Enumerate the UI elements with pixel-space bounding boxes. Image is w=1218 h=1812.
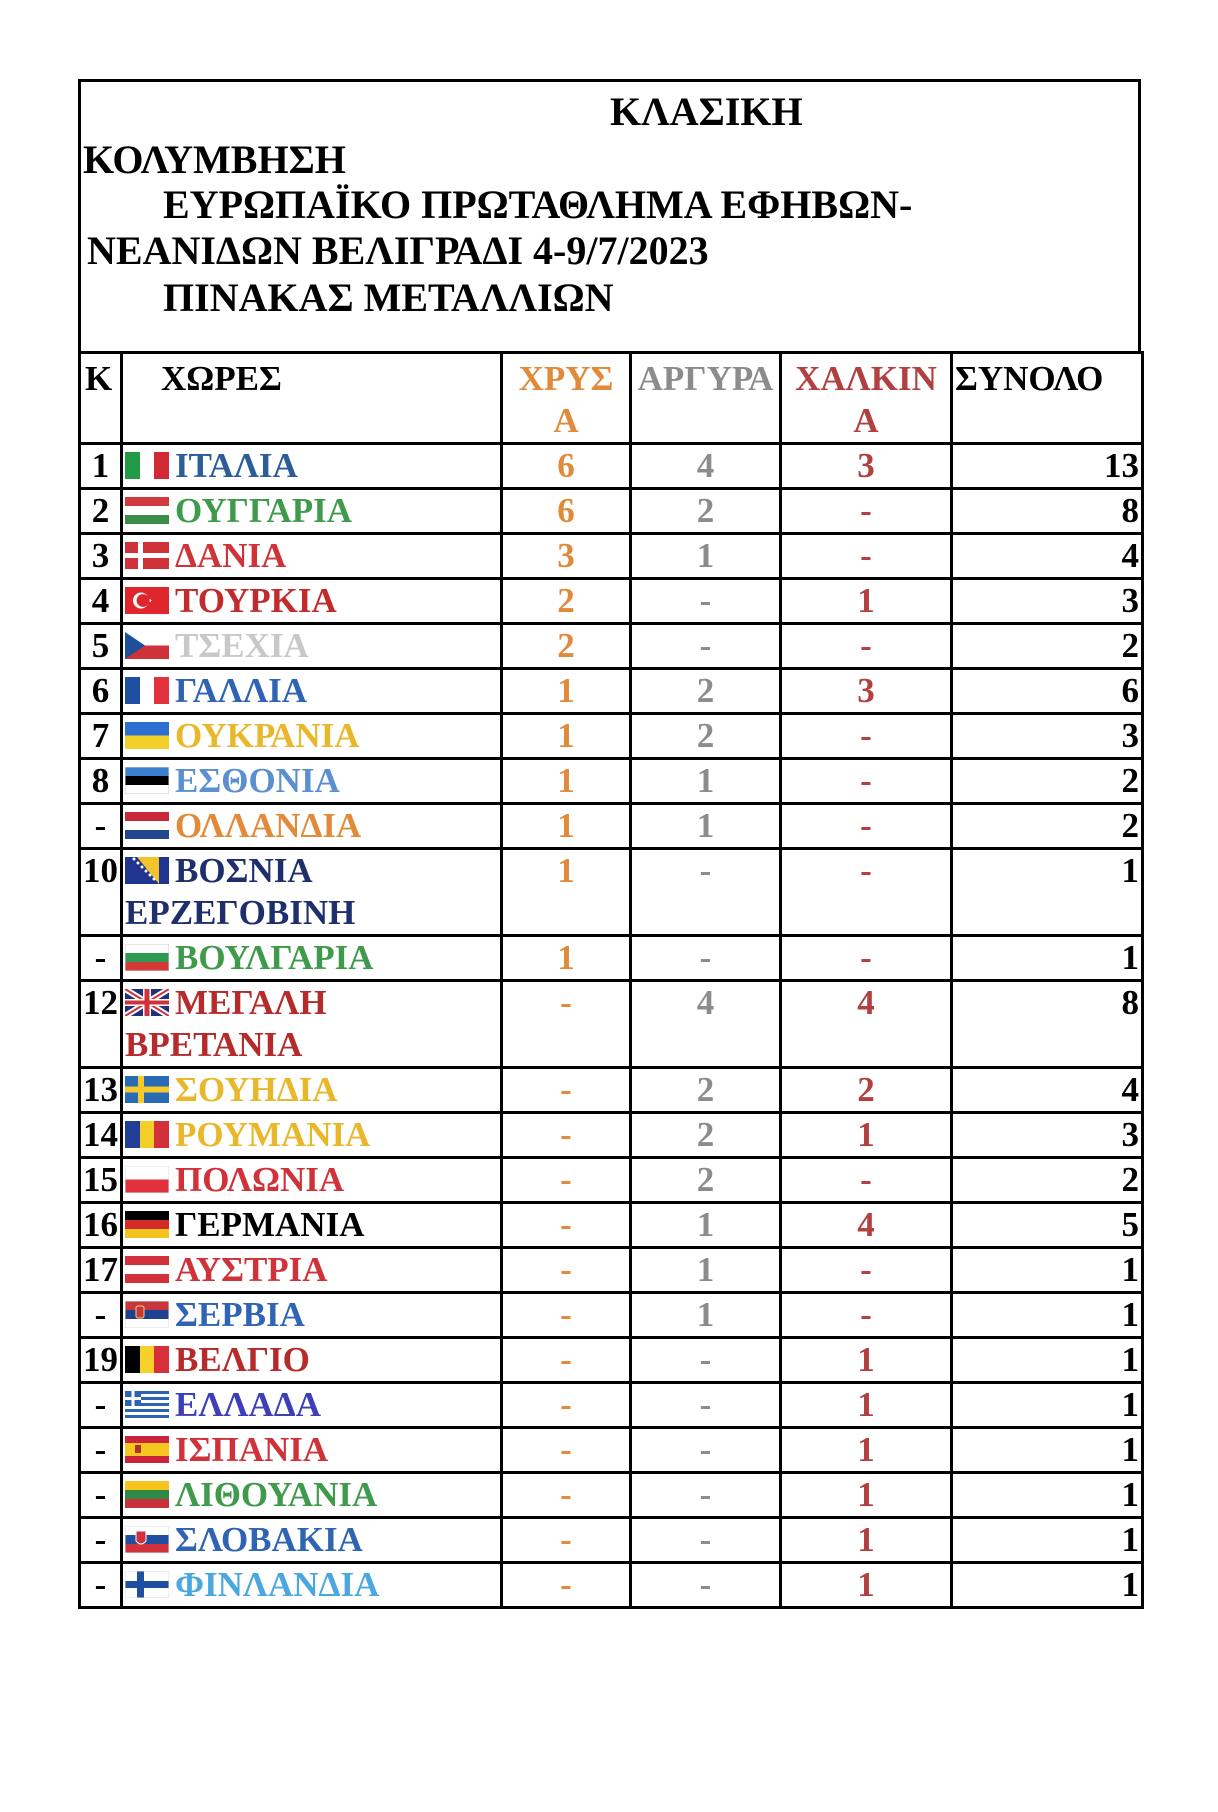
total-cell: 1 [952, 1248, 1143, 1293]
country-cell-spain [122, 1428, 502, 1473]
silver-cell: 1 [631, 1248, 781, 1293]
gold-cell: 2 [502, 579, 631, 624]
country-cell-slovakia [122, 1518, 502, 1563]
bronze-cell: - [781, 936, 952, 981]
sweden-flag [125, 1076, 169, 1103]
country-name: ΒΟΣΝΙΑ ΕΡΖΕΓΟΒΙΝΗ [125, 851, 356, 932]
country-name: ΜΕΓΑΛΗ ΒΡΕΤΑΝΙΑ [125, 983, 327, 1064]
bronze-cell: 1 [781, 1473, 952, 1518]
silver-cell: 1 [631, 534, 781, 579]
gold-cell: - [502, 1248, 631, 1293]
total-cell: 8 [952, 981, 1143, 1068]
country-cell-denmark [122, 534, 502, 579]
table-row [80, 1473, 1143, 1518]
total-cell: 1 [952, 849, 1143, 936]
serbia-flag [125, 1301, 169, 1328]
country-cell-bosnia [122, 849, 502, 936]
silver-cell: 1 [631, 804, 781, 849]
silver-cell: - [631, 1473, 781, 1518]
total-cell: 3 [952, 1113, 1143, 1158]
total-cell: 3 [952, 579, 1143, 624]
gold-cell: 1 [502, 669, 631, 714]
country-cell-turkey [122, 579, 502, 624]
country-name: ΓΕΡΜΑΝΙΑ [175, 1205, 365, 1244]
table-row [80, 1338, 1143, 1383]
gold-cell: - [502, 1068, 631, 1113]
gold-cell: - [502, 981, 631, 1068]
germany-flag [125, 1211, 169, 1238]
gold-cell: 6 [502, 444, 631, 489]
header-silver: ΑΡΓΥΡΑ [631, 353, 781, 444]
gold-cell: 2 [502, 624, 631, 669]
country-name: ΦΙΝΛΑΝΔΙΑ [175, 1565, 380, 1604]
rank-cell: 16 [80, 1203, 122, 1248]
rank-cell: - [80, 1473, 122, 1518]
bronze-cell: - [781, 489, 952, 534]
table-row [80, 1293, 1143, 1338]
country-name: ΙΣΠΑΝΙΑ [175, 1430, 329, 1469]
title-line-1: ΚΛΑΣΙΚΗ [610, 89, 803, 134]
rank-cell: 6 [80, 669, 122, 714]
table-row [80, 444, 1143, 489]
country-cell-uk [122, 981, 502, 1068]
total-cell: 2 [952, 804, 1143, 849]
estonia-flag [125, 767, 169, 794]
country-cell-belgium [122, 1338, 502, 1383]
title-line-4: ΝΕΑΝΙΔΩΝ ΒΕΛΙΓΡΑΔΙ 4-9/7/2023 [87, 228, 709, 273]
italy-flag [125, 452, 169, 479]
rank-cell: - [80, 804, 122, 849]
table-row [80, 579, 1143, 624]
gold-cell: - [502, 1338, 631, 1383]
gold-cell: 1 [502, 804, 631, 849]
finland-flag [125, 1571, 169, 1598]
rank-cell: 17 [80, 1248, 122, 1293]
bronze-cell: - [781, 534, 952, 579]
country-name: ΕΛΛΑΔΑ [175, 1385, 322, 1424]
country-cell-romania [122, 1113, 502, 1158]
header-rank: Κ [80, 353, 122, 444]
bronze-cell: 2 [781, 1068, 952, 1113]
romania-flag [125, 1121, 169, 1148]
rank-cell: 2 [80, 489, 122, 534]
table-row [80, 759, 1143, 804]
silver-cell: - [631, 579, 781, 624]
hungary-flag [125, 497, 169, 524]
country-name: ΠΟΛΩΝΙΑ [175, 1160, 345, 1199]
silver-cell: 2 [631, 714, 781, 759]
country-cell-estonia [122, 759, 502, 804]
table-row [80, 1203, 1143, 1248]
rank-cell: 4 [80, 579, 122, 624]
total-cell: 4 [952, 1068, 1143, 1113]
rank-cell: - [80, 1428, 122, 1473]
country-cell-bulgaria [122, 936, 502, 981]
bronze-cell: 1 [781, 579, 952, 624]
bronze-cell: 3 [781, 669, 952, 714]
rank-cell: - [80, 1383, 122, 1428]
silver-cell: 2 [631, 1113, 781, 1158]
bronze-cell: - [781, 624, 952, 669]
country-cell-austria [122, 1248, 502, 1293]
table-row [80, 1068, 1143, 1113]
gold-cell: - [502, 1293, 631, 1338]
total-cell: 1 [952, 1473, 1143, 1518]
bronze-cell: 1 [781, 1338, 952, 1383]
country-cell-hungary [122, 489, 502, 534]
total-cell: 4 [952, 534, 1143, 579]
title-block [78, 79, 1141, 351]
bronze-cell: - [781, 1248, 952, 1293]
silver-cell: 2 [631, 1068, 781, 1113]
bronze-cell: 1 [781, 1383, 952, 1428]
gold-cell: - [502, 1383, 631, 1428]
country-name: ΣΛΟΒΑΚΙΑ [175, 1520, 363, 1559]
bronze-cell: - [781, 759, 952, 804]
rank-cell: - [80, 1518, 122, 1563]
silver-cell: 1 [631, 1293, 781, 1338]
france-flag [125, 677, 169, 704]
table-row [80, 489, 1143, 534]
total-cell: 3 [952, 714, 1143, 759]
header-gold: ΧΡΥΣ Α [502, 353, 631, 444]
gold-cell: 1 [502, 936, 631, 981]
table-row [80, 1383, 1143, 1428]
gold-cell: 3 [502, 534, 631, 579]
country-name: ΓΑΛΛΙΑ [175, 671, 308, 710]
netherlands-flag [125, 812, 169, 839]
gold-cell: 1 [502, 759, 631, 804]
total-cell: 1 [952, 1338, 1143, 1383]
rank-cell: 5 [80, 624, 122, 669]
silver-cell: - [631, 936, 781, 981]
silver-cell: - [631, 849, 781, 936]
uk-flag [125, 989, 169, 1016]
rank-cell: 3 [80, 534, 122, 579]
country-cell-germany [122, 1203, 502, 1248]
gold-cell: 1 [502, 714, 631, 759]
rank-cell: 10 [80, 849, 122, 936]
total-cell: 13 [952, 444, 1143, 489]
rank-cell: 15 [80, 1158, 122, 1203]
greece-flag [125, 1391, 169, 1418]
total-cell: 2 [952, 624, 1143, 669]
total-cell: 1 [952, 1428, 1143, 1473]
silver-cell: 1 [631, 759, 781, 804]
table-row [80, 1248, 1143, 1293]
table-row [80, 1563, 1143, 1608]
country-cell-poland [122, 1158, 502, 1203]
rank-cell: 19 [80, 1338, 122, 1383]
bronze-cell: 4 [781, 1203, 952, 1248]
silver-cell: 2 [631, 669, 781, 714]
country-name: ΤΟΥΡΚΙΑ [175, 581, 337, 620]
total-cell: 1 [952, 1383, 1143, 1428]
total-cell: 1 [952, 1563, 1143, 1608]
silver-cell: - [631, 1563, 781, 1608]
table-row [80, 1158, 1143, 1203]
slovakia-flag [125, 1526, 169, 1553]
bronze-cell: 1 [781, 1518, 952, 1563]
silver-cell: 2 [631, 1158, 781, 1203]
table-row [80, 849, 1143, 936]
country-name: ΒΟΥΛΓΑΡΙΑ [175, 938, 374, 977]
silver-cell: - [631, 1428, 781, 1473]
table-row [80, 1428, 1143, 1473]
country-cell-lithuania [122, 1473, 502, 1518]
country-cell-serbia [122, 1293, 502, 1338]
denmark-flag [125, 542, 169, 569]
title-line-5: ΠΙΝΑΚΑΣ ΜΕΤΑΛΛΙΩΝ [163, 275, 614, 320]
rank-cell: 12 [80, 981, 122, 1068]
gold-cell: - [502, 1518, 631, 1563]
table-row [80, 624, 1143, 669]
country-name: ΡΟΥΜΑΝΙΑ [175, 1115, 371, 1154]
country-cell-italy [122, 444, 502, 489]
rank-cell: - [80, 1563, 122, 1608]
gold-cell: 6 [502, 489, 631, 534]
total-cell: 5 [952, 1203, 1143, 1248]
silver-cell: - [631, 1383, 781, 1428]
rank-cell: 8 [80, 759, 122, 804]
bronze-cell: - [781, 849, 952, 936]
austria-flag [125, 1256, 169, 1283]
country-name: ΙΤΑΛΙΑ [175, 446, 298, 485]
country-name: ΛΙΘΟΥΑΝΙΑ [175, 1475, 378, 1514]
bosnia-flag [125, 857, 169, 884]
total-cell: 1 [952, 936, 1143, 981]
rank-cell: 13 [80, 1068, 122, 1113]
gold-cell: - [502, 1158, 631, 1203]
total-cell: 6 [952, 669, 1143, 714]
bulgaria-flag [125, 944, 169, 971]
rank-cell: 14 [80, 1113, 122, 1158]
poland-flag [125, 1166, 169, 1193]
silver-cell: 1 [631, 1203, 781, 1248]
country-name: ΕΣΘΟΝΙΑ [175, 761, 340, 800]
medal-table-document [78, 79, 1141, 1609]
czechia-flag [125, 632, 169, 659]
gold-cell: - [502, 1113, 631, 1158]
total-cell: 1 [952, 1293, 1143, 1338]
table-row [80, 936, 1143, 981]
gold-cell: - [502, 1563, 631, 1608]
header-bronze: ΧΑΛΚΙΝ Α [781, 353, 952, 444]
country-name: ΟΥΚΡΑΝΙΑ [175, 716, 360, 755]
country-name: ΟΛΛΑΝΔΙΑ [175, 806, 362, 845]
gold-cell: - [502, 1428, 631, 1473]
bronze-cell: 1 [781, 1113, 952, 1158]
country-cell-czechia [122, 624, 502, 669]
medal-rows [80, 444, 1143, 1608]
header-row [80, 353, 1143, 444]
rank-cell: 1 [80, 444, 122, 489]
country-name: ΟΥΓΓΑΡΙΑ [175, 491, 353, 530]
silver-cell: 2 [631, 489, 781, 534]
table-row [80, 714, 1143, 759]
country-name: ΒΕΛΓΙΟ [175, 1340, 310, 1379]
total-cell: 2 [952, 1158, 1143, 1203]
rank-cell: - [80, 936, 122, 981]
country-name: ΣΕΡΒΙΑ [175, 1295, 305, 1334]
total-cell: 2 [952, 759, 1143, 804]
bronze-cell: 3 [781, 444, 952, 489]
gold-cell: 1 [502, 849, 631, 936]
silver-cell: - [631, 1518, 781, 1563]
country-name: ΣΟΥΗΔΙΑ [175, 1070, 338, 1109]
bronze-cell: - [781, 1293, 952, 1338]
table-row [80, 534, 1143, 579]
bronze-cell: - [781, 804, 952, 849]
title-line-2: ΚΟΛΥΜΒΗΣΗ [83, 137, 346, 182]
turkey-flag [125, 587, 169, 614]
rank-cell: - [80, 1293, 122, 1338]
bronze-cell: 1 [781, 1563, 952, 1608]
table-row [80, 804, 1143, 849]
country-name: ΤΣΕΧΙΑ [175, 626, 309, 665]
belgium-flag [125, 1346, 169, 1373]
country-cell-greece [122, 1383, 502, 1428]
gold-cell: - [502, 1473, 631, 1518]
bronze-cell: - [781, 714, 952, 759]
medal-table [78, 351, 1144, 1609]
total-cell: 1 [952, 1518, 1143, 1563]
country-cell-france [122, 669, 502, 714]
ukraine-flag [125, 722, 169, 749]
spain-flag [125, 1436, 169, 1463]
silver-cell: 4 [631, 444, 781, 489]
table-row [80, 1113, 1143, 1158]
silver-cell: 4 [631, 981, 781, 1068]
bronze-cell: 1 [781, 1428, 952, 1473]
title-line-3: ΕΥΡΩΠΑΪΚΟ ΠΡΩΤΑΘΛΗΜΑ ΕΦΗΒΩΝ- [163, 182, 913, 227]
country-name: ΔΑΝΙΑ [175, 536, 287, 575]
rank-cell: 7 [80, 714, 122, 759]
header-country: ΧΩΡΕΣ [122, 353, 502, 444]
lithuania-flag [125, 1481, 169, 1508]
silver-cell: - [631, 624, 781, 669]
bronze-cell: - [781, 1158, 952, 1203]
country-cell-sweden [122, 1068, 502, 1113]
silver-cell: - [631, 1338, 781, 1383]
bronze-cell: 4 [781, 981, 952, 1068]
header-total: ΣΥΝΟΛΟ [952, 353, 1143, 444]
gold-cell: - [502, 1203, 631, 1248]
country-name: ΑΥΣΤΡΙΑ [175, 1250, 328, 1289]
table-row [80, 1518, 1143, 1563]
country-cell-ukraine [122, 714, 502, 759]
country-cell-netherlands [122, 804, 502, 849]
table-row [80, 669, 1143, 714]
total-cell: 8 [952, 489, 1143, 534]
table-row [80, 981, 1143, 1068]
country-cell-finland [122, 1563, 502, 1608]
